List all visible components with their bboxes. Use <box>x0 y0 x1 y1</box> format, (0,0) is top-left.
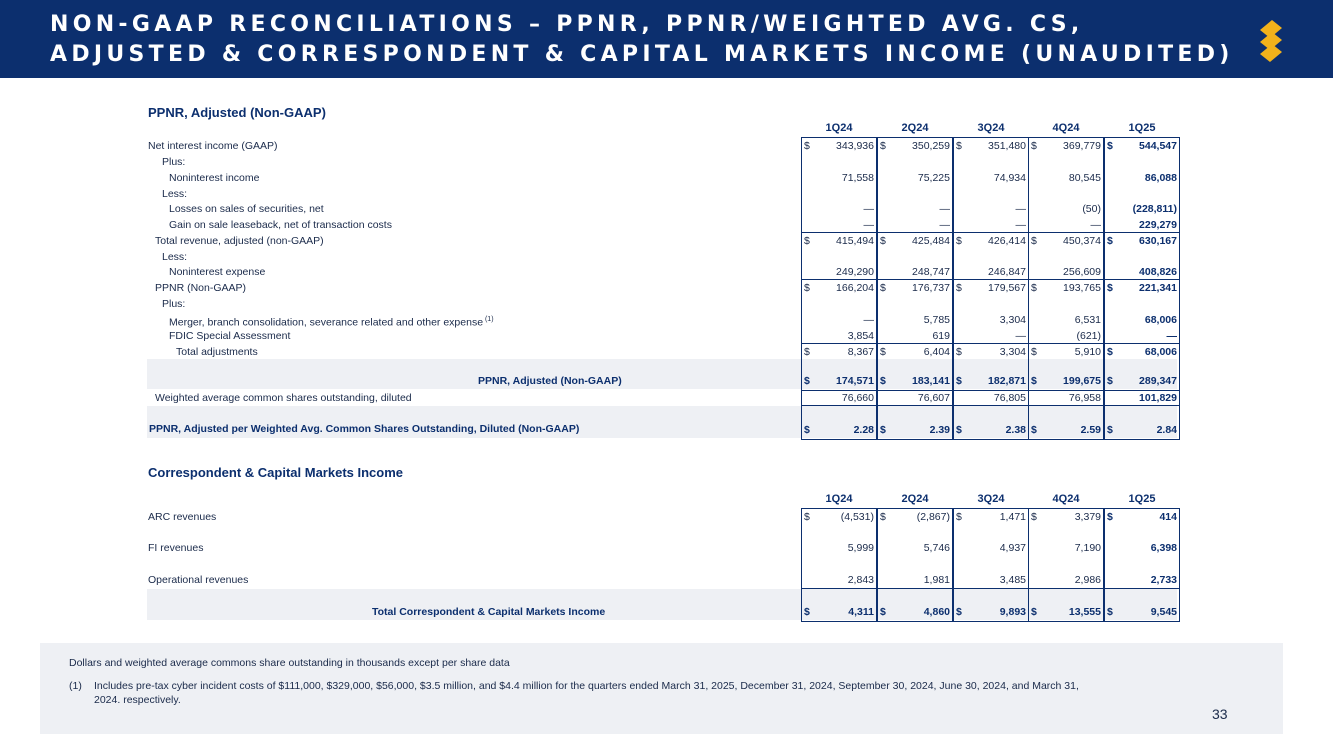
cell-value: 76,660 <box>841 392 874 404</box>
ppnr-adjusted-label: PPNR, Adjusted (Non-GAAP) <box>478 375 622 387</box>
currency-symbol: $ <box>1107 606 1113 618</box>
currency-symbol: $ <box>804 375 810 387</box>
currency-symbol: $ <box>804 346 810 358</box>
page-title-line1: NON-GAAP RECONCILIATIONS – PPNR, PPNR/WEIGHTED AVG. CS, <box>50 12 1084 37</box>
currency-symbol: $ <box>956 346 962 358</box>
cell-value: 350,259 <box>912 140 950 152</box>
currency-symbol: $ <box>804 424 810 436</box>
ccm-header-1q24: 1Q24 <box>825 493 853 505</box>
cell-value: 13,555 <box>1068 606 1101 618</box>
cell-value: 9,545 <box>1150 606 1177 618</box>
ppnr-row-label: Total revenue, adjusted (non-GAAP) <box>155 235 324 247</box>
cell-value: 74,934 <box>993 172 1026 184</box>
cell-value: 426,414 <box>988 235 1026 247</box>
cell-value: 76,607 <box>917 392 950 404</box>
cell-value: 2.59 <box>1080 424 1101 436</box>
currency-symbol: $ <box>1107 346 1113 358</box>
ccm-column-box-3 <box>1028 508 1104 622</box>
ccm-row-label: FI revenues <box>148 542 204 554</box>
footnote-text-line1: Includes pre-tax cyber incident costs of $111,000, $329,000, $56,000, $3.5 million, and $4.4 million for the quarters ended March 31, 2025, December 31, 2024, September 30, 2024, June 30, 2024, and March 31, <box>94 680 1079 692</box>
ppnr-section-title: PPNR, Adjusted (Non-GAAP) <box>148 105 326 120</box>
currency-symbol: $ <box>1031 511 1037 523</box>
cell-value: 3,304 <box>999 314 1026 326</box>
currency-symbol: $ <box>1107 235 1113 247</box>
per-share-label: PPNR, Adjusted per Weighted Avg. Common Shares Outstanding, Diluted (Non-GAAP) <box>149 423 580 435</box>
cell-value: (2,867) <box>916 511 950 523</box>
ccm-column-box-0 <box>801 508 877 622</box>
ccm-total-label: Total Correspondent & Capital Markets Income <box>372 606 606 618</box>
cell-value: 544,547 <box>1139 140 1177 152</box>
currency-symbol: $ <box>804 282 810 294</box>
ppnr-header-4q24: 4Q24 <box>1052 122 1080 134</box>
cell-value: 8,367 <box>847 346 874 358</box>
currency-symbol: $ <box>880 140 886 152</box>
cell-value: 619 <box>932 330 950 342</box>
cell-value: 1,981 <box>923 574 950 586</box>
currency-symbol: $ <box>1107 282 1113 294</box>
cell-value: 174,571 <box>836 375 874 387</box>
cell-value: 86,088 <box>1144 172 1177 184</box>
cell-value: 176,737 <box>912 282 950 294</box>
cell-value: 4,311 <box>848 606 874 618</box>
cell-value: 248,747 <box>912 266 950 278</box>
ccm-column-box-1 <box>877 508 953 622</box>
ppnr-row-label: Net interest income (GAAP) <box>148 140 278 152</box>
cell-value: — <box>863 314 874 326</box>
cell-value: 183,141 <box>912 375 950 387</box>
cell-value: 249,290 <box>836 266 874 278</box>
cell-value: 425,484 <box>912 235 950 247</box>
ppnr-row-label: Noninterest expense <box>169 266 266 278</box>
cell-value: 6,531 <box>1074 314 1101 326</box>
ppnr-header-1q25: 1Q25 <box>1128 122 1156 134</box>
cell-value: 1,471 <box>999 511 1026 523</box>
cell-value: 4,860 <box>923 606 950 618</box>
cell-value: 71,558 <box>841 172 874 184</box>
cell-value: 221,341 <box>1139 282 1177 294</box>
currency-symbol: $ <box>1031 606 1037 618</box>
units-note: Dollars and weighted average commons share outstanding in thousands except per share data <box>69 657 510 669</box>
currency-symbol: $ <box>804 235 810 247</box>
cell-value: 80,545 <box>1068 172 1101 184</box>
cell-value: 76,958 <box>1068 392 1101 404</box>
currency-symbol: $ <box>880 511 886 523</box>
cell-value: 289,347 <box>1139 375 1177 387</box>
cell-value: 351,480 <box>988 140 1026 152</box>
currency-symbol: $ <box>880 606 886 618</box>
cell-value: 2.38 <box>1005 424 1026 436</box>
cell-value: 68,006 <box>1144 314 1177 326</box>
cell-value: 2,986 <box>1074 574 1101 586</box>
currency-symbol: $ <box>956 375 962 387</box>
ppnr-header-3q24: 3Q24 <box>977 122 1005 134</box>
currency-symbol: $ <box>1031 140 1037 152</box>
cell-value: 2.84 <box>1156 424 1177 436</box>
cell-value: 5,746 <box>923 542 950 554</box>
currency-symbol: $ <box>804 511 810 523</box>
ccm-column-box-4 <box>1104 508 1180 622</box>
currency-symbol: $ <box>1107 375 1113 387</box>
cell-value: 9,893 <box>999 606 1026 618</box>
ccm-header-4q24: 4Q24 <box>1052 493 1080 505</box>
currency-symbol: $ <box>880 235 886 247</box>
currency-symbol: $ <box>880 375 886 387</box>
cell-value: 3,304 <box>999 346 1026 358</box>
page-title-line2: ADJUSTED & CORRESPONDENT & CAPITAL MARKETS INCOME (UNAUDITED) <box>50 42 1234 67</box>
ccm-row-label: ARC revenues <box>148 511 217 523</box>
ppnr-column-box-4 <box>1104 137 1180 440</box>
currency-symbol: $ <box>956 606 962 618</box>
cell-value: 7,190 <box>1074 542 1101 554</box>
cell-value: 75,225 <box>917 172 950 184</box>
cell-value: — <box>1166 330 1177 342</box>
page-number: 33 <box>1212 706 1228 722</box>
ppnr-row-label: Total adjustments <box>176 346 258 358</box>
cell-value: (4,531) <box>840 511 874 523</box>
currency-symbol: $ <box>956 282 962 294</box>
cell-value: 5,999 <box>847 542 874 554</box>
ppnr-row-label: Less: <box>162 188 188 200</box>
cell-value: 408,826 <box>1139 266 1177 278</box>
currency-symbol: $ <box>1031 282 1037 294</box>
ccm-row-label: Operational revenues <box>148 574 249 586</box>
cell-value: 4,937 <box>999 542 1026 554</box>
footnote-text-line2: 2024. respectively. <box>94 694 181 706</box>
currency-symbol: $ <box>880 424 886 436</box>
cell-value: 630,167 <box>1139 235 1177 247</box>
currency-symbol: $ <box>1031 346 1037 358</box>
ppnr-header-2q24: 2Q24 <box>901 122 929 134</box>
cell-value: 6,398 <box>1150 542 1177 554</box>
cell-value: 450,374 <box>1063 235 1101 247</box>
currency-symbol: $ <box>956 140 962 152</box>
cell-value: 76,805 <box>993 392 1026 404</box>
cell-value: 101,829 <box>1139 392 1177 404</box>
currency-symbol: $ <box>1031 235 1037 247</box>
cell-value: 2.28 <box>853 424 874 436</box>
ppnr-header-1q24: 1Q24 <box>825 122 853 134</box>
cell-value: 229,279 <box>1139 219 1177 231</box>
cell-value: 182,871 <box>988 375 1026 387</box>
cell-value: (50) <box>1082 203 1101 215</box>
cell-value: 3,379 <box>1074 511 1101 523</box>
currency-symbol: $ <box>1031 375 1037 387</box>
cell-value: — <box>939 219 950 231</box>
ppnr-row-label: Plus: <box>162 298 186 310</box>
currency-symbol: $ <box>956 235 962 247</box>
cell-value: 5,785 <box>923 314 950 326</box>
cell-value: 414 <box>1159 511 1177 523</box>
cell-value: — <box>1015 203 1026 215</box>
ppnr-row-label: Less: <box>162 251 188 263</box>
ccm-header-1q25: 1Q25 <box>1128 493 1156 505</box>
currency-symbol: $ <box>804 140 810 152</box>
cell-value: 256,609 <box>1063 266 1101 278</box>
cell-value: — <box>1090 219 1101 231</box>
ppnr-column-box-1 <box>877 137 953 440</box>
cell-value: 179,567 <box>988 282 1026 294</box>
cell-value: 246,847 <box>988 266 1026 278</box>
ccm-header-3q24: 3Q24 <box>977 493 1005 505</box>
currency-symbol: $ <box>804 606 810 618</box>
cell-value: — <box>1015 330 1026 342</box>
cell-value: 199,675 <box>1063 375 1101 387</box>
cell-value: 3,854 <box>847 330 874 342</box>
cell-value: (621) <box>1076 330 1101 342</box>
ppnr-row-label: Merger, branch consolidation, severance related and other expense $^{(1)}$ <box>169 316 494 329</box>
cell-value: — <box>939 203 950 215</box>
ppnr-row-label: Gain on sale leaseback, net of transaction costs <box>169 219 392 231</box>
footnote-ref: (1) <box>483 316 494 323</box>
cell-value: 2.39 <box>929 424 950 436</box>
cell-value: 2,843 <box>847 574 874 586</box>
currency-symbol: $ <box>1107 424 1113 436</box>
footnotes-box <box>40 643 1283 734</box>
ccm-section-title: Correspondent & Capital Markets Income <box>148 465 403 480</box>
ppnr-row-label: Plus: <box>162 156 186 168</box>
bank-logo-icon <box>1256 20 1286 62</box>
ccm-column-box-2 <box>953 508 1029 622</box>
currency-symbol: $ <box>880 346 886 358</box>
currency-symbol: $ <box>1031 424 1037 436</box>
cell-value: 6,404 <box>923 346 950 358</box>
currency-symbol: $ <box>1107 140 1113 152</box>
ppnr-row-label: FDIC Special Assessment <box>169 330 291 342</box>
currency-symbol: $ <box>956 511 962 523</box>
cell-value: 415,494 <box>836 235 874 247</box>
footnote-marker: (1) <box>69 680 82 692</box>
currency-symbol: $ <box>880 282 886 294</box>
currency-symbol: $ <box>1107 511 1113 523</box>
ppnr-row-label: Noninterest income <box>169 172 260 184</box>
cell-value: 2,733 <box>1150 574 1177 586</box>
ppnr-column-box-3 <box>1028 137 1104 440</box>
cell-value: 343,936 <box>836 140 874 152</box>
cell-value: — <box>863 219 874 231</box>
ccm-header-2q24: 2Q24 <box>901 493 929 505</box>
header-banner <box>0 0 1333 78</box>
ppnr-row-label: Losses on sales of securities, net <box>169 203 324 215</box>
cell-value: 166,204 <box>836 282 874 294</box>
cell-value: (228,811) <box>1132 203 1177 215</box>
ppnr-row-label: PPNR (Non-GAAP) <box>155 282 247 294</box>
currency-symbol: $ <box>956 424 962 436</box>
ppnr-column-box-2 <box>953 137 1029 440</box>
cell-value: 5,910 <box>1074 346 1101 358</box>
cell-value: — <box>863 203 874 215</box>
cell-value: 369,779 <box>1063 140 1101 152</box>
cell-value: 3,485 <box>999 574 1026 586</box>
weighted-shares-label: Weighted average common shares outstanding, diluted <box>155 392 412 404</box>
ppnr-column-box-0 <box>801 137 877 440</box>
cell-value: 68,006 <box>1144 346 1177 358</box>
cell-value: — <box>1015 219 1026 231</box>
cell-value: 193,765 <box>1063 282 1101 294</box>
